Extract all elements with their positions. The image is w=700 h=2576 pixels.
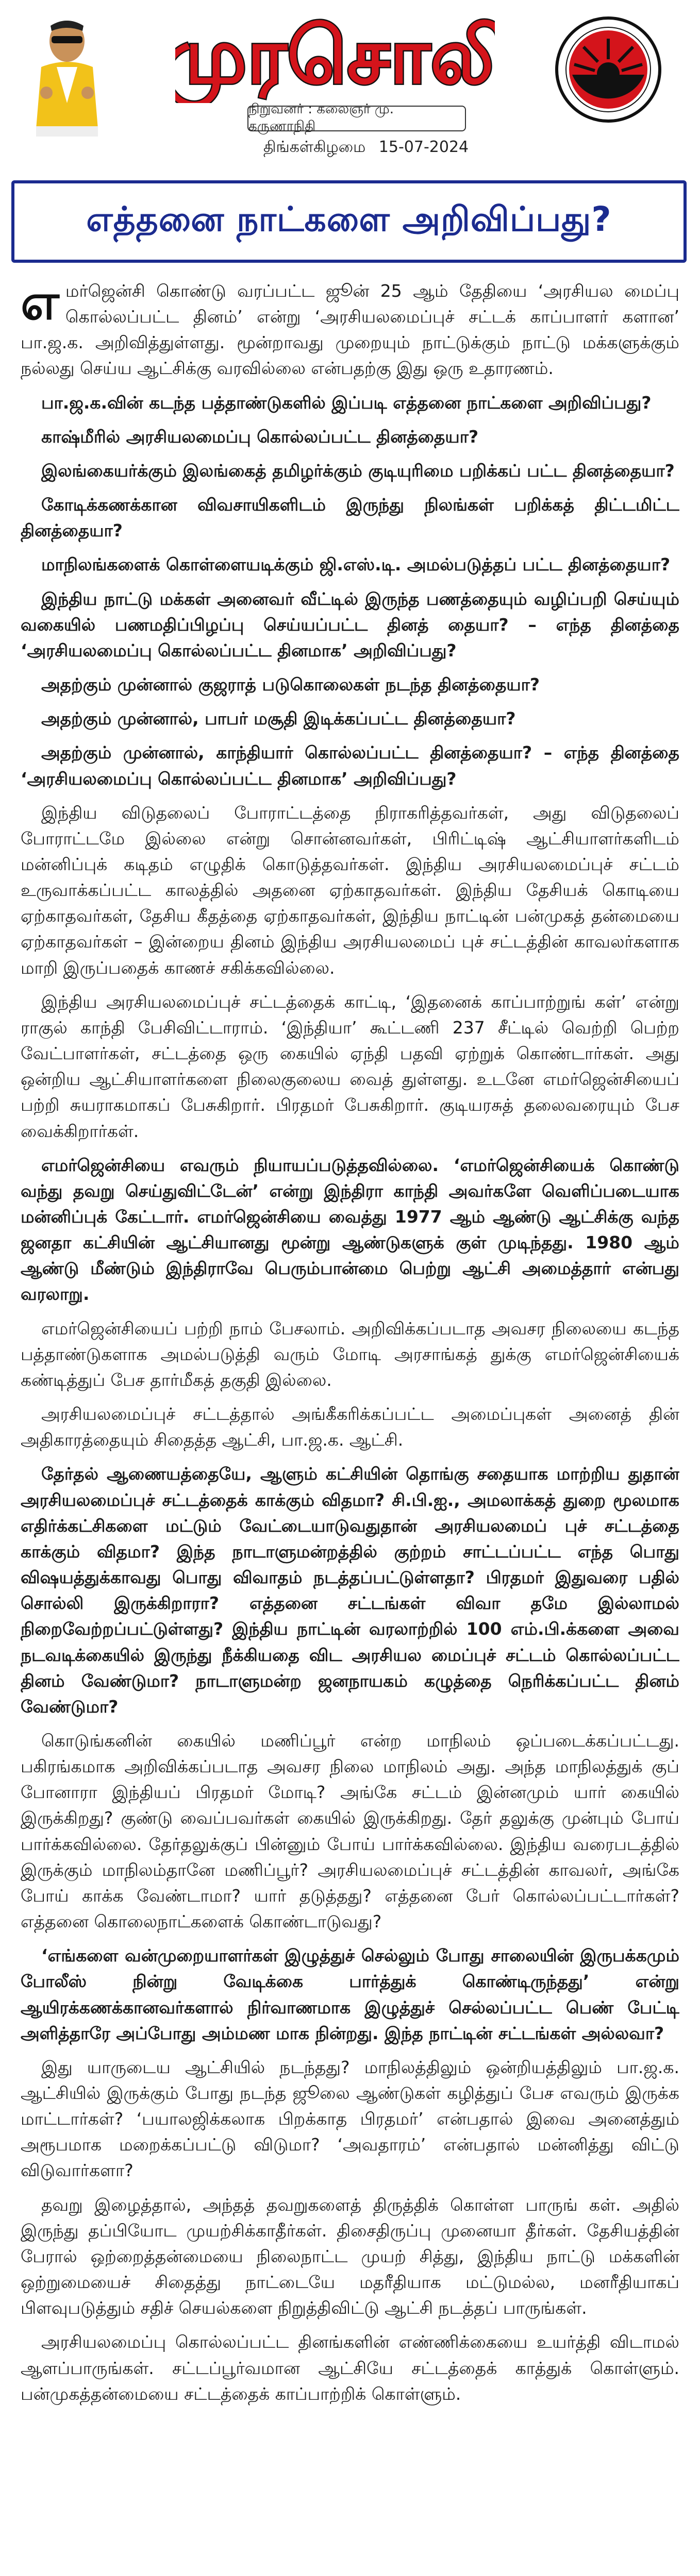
masthead	[0, 0, 700, 160]
intro-text: மர்ஜென்சி கொண்டு வரப்பட்ட ஜூன் 25 ஆம் தேதியை ‘அரசியல மைப்பு கொல்லப்பட்ட தினம்’ என்று ‘அரசியலமைப்புச் சட்டக் காப்பாளர் களான’ பா.ஜ.க. அறிவித்துள்ளது. மூன்றாவது முறையும் நாட்டுக்கும் நாட்டு மக்களுக்கும் நல்லது செய்ய ஆட்சிக்கு வரவில்லை என்பதற்கு இது ஒரு உதாரணம்.	[21, 281, 679, 379]
question-4: கோடிக்கணக்கான விவசாயிகளிடம் இருந்து நிலங்கள் பறிக்கத் திட்டமிட்ட தினத்தையா?	[21, 495, 679, 541]
paragraph-8: இது யாருடைய ஆட்சியில் நடந்தது? மாநிலத்திலும் ஒன்றியத்திலும் பா.ஜ.க. ஆட்சியில் இருக்கும் போது நடந்த ஜூலை ஆண்டுகள் கழித்துப் பேச எவரும் இருக்க மாட்டார்கள்? ‘பயாலஜிக்கலாக பிறக்காத பிரதமர்’ என்பதால் இவை அனைத்தும் அரூபமாக மறைக்கப்பட்டு விடுமா? ‘அவதாரம்’ என்பதால் மன்னித்து விட்டு விடுவார்களா?	[21, 2057, 679, 2181]
issue-date	[242, 138, 490, 158]
editorial-title-box	[11, 180, 687, 263]
paragraph-7: கொடுங்கனின் கையில் மணிப்பூர் என்ற மாநிலம் ஒப்படைக்கப்பட்டது. பகிரங்கமாக அறிவிக்கப்படாத அவசர நிலை மாநிலம் அது. அந்த மாநிலத்துக் குப் போனாரா இந்தியப் பிரதமர் மோடி? அங்கே சட்டம் இன்னமும் யார் கையில் இருக்கிறது? குண்டு வைப்பவர்கள் கையில் இருக்கிறது. தேர் தலுக்கு முன்பும் போய் பார்க்கவில்லை. தேர்தலுக்குப் பின்னும் போய் பார்க்கவில்லை. இந்திய வரைபடத்தில் இருக்கும் மாநிலம்தானே மணிப்பூர்? அரசியலமைப்புச் சட்டத்தின் காவலர், அங்கே போய் காக்க வேண்டாமா? யார் தடுத்தது? எத்தனை பேர் கொல்லப்பட்டார்கள்? எத்தனை கொலைநாட்களைக் கொண்டாடுவது?	[21, 1730, 679, 1932]
question-5: மாநிலங்களைக் கொள்ளையடிக்கும் ஜி.எஸ்.டி. அமல்படுத்தப் பட்ட தினத்தையா?	[41, 554, 671, 575]
question-2: காஷ்மீரில் அரசியலமைப்பு கொல்லப்பட்ட தினத்தையா?	[41, 426, 479, 447]
question-6: இந்திய நாட்டு மக்கள் அனைவர் வீட்டில் இருந்த பணத்தையும் வழிப்பறி செய்யும் வகையில் பணமதிப்பிழப்பு செய்யப்பட்ட தினத் தையா? – எந்த தினத்தை ‘அரசியலமைப்பு கொல்லப்பட்ட தினமாக’ அறிவிப்பது?	[21, 588, 679, 660]
issue-date-value: 15-07-2024	[378, 138, 469, 156]
issue-day: திங்கள்கிழமை	[263, 138, 366, 156]
editorial-title: எத்தனை நாட்களை அறிவிப்பது?	[86, 199, 612, 239]
question-9: அதற்கும் முன்னால், காந்தியார் கொல்லப்பட்ட தினத்தையா? – எந்த தினத்தை ‘அரசியலமைப்பு கொல்லப்பட்ட தினமாக’ அறிவிப்பது?	[21, 742, 679, 789]
question-3: இலங்கையர்க்கும் இலங்கைத் தமிழர்க்கும் குடியுரிமை பறிக்கப் பட்ட தினத்தையா?	[41, 460, 675, 481]
paragraph-4: எமர்ஜென்சியைப் பற்றி நாம் பேசலாம். அறிவிக்கப்படாத அவசர நிலையை கடந்த பத்தாண்டுகளாக அமல்படுத்தி வரும் மோடி அரசாங்கத் துக்கு எமர்ஜென்சியைக் கண்டித்துப் பேச தார்மீகத் தகுதி இல்லை.	[21, 1318, 679, 1390]
question-8: அதற்கும் முன்னால், பாபர் மசூதி இடிக்கப்பட்ட தினத்தையா?	[41, 708, 516, 729]
logo-text: முரசொலி	[175, 11, 495, 101]
leader-portrait-icon	[21, 10, 108, 139]
paragraph-2: இந்திய அரசியலமைப்புச் சட்டத்தைக் காட்டி, ‘இதனைக் காப்பாற்றுங் கள்’ என்று ராகுல் காந்தி பேசிவிட்டாராம். ‘இந்தியா’ கூட்டணி 237 சீட்டில் வெற்றி பெற்ற வேட்பாளர்கள், சட்டத்தை ஒரு கையில் ஏந்தி பதவி ஏற்றுக் கொண்டார்கள். அது ஒன்றிய ஆட்சியாளர்களை நிலைகுலைய வைத் துள்ளது. உடனே எமர்ஜென்சியைப் பற்றி சுயராகமாகப் பேசுகிறார். பிரதமர் பேசுகிறார். குடியரசுத் தலைவரையும் பேச வைக்கிறார்கள்.	[21, 991, 679, 1141]
paragraph-9: தவறு இழைத்தால், அந்தத் தவறுகளைத் திருத்திக் கொள்ள பாருங் கள். அதில் இருந்து தப்பியோட முயற்சிக்காதீர்கள். திசைதிருப்பு முனையா தீர்கள். தேசியத்தின் பேரால் ஒற்றைத்தன்மையை நிலைநாட்ட முயற் சித்து, இந்திய நாட்டு மக்களின் ஒற்றுமையைச் சிதைத்து நாட்டையே மதரீதியாக மட்டுமல்ல, மனரீதியாகப் பிளவுபடுத்தும் சதிச் செயல்களை நிறுத்திவிட்டு ஆட்சி நடத்தப் பாருங்கள்.	[21, 2194, 679, 2318]
paragraph-6: தேர்தல் ஆணையத்தையே, ஆளும் கட்சியின் தொங்கு சதையாக மாற்றிய துதான் அரசியலமைப்புச் சட்டத்தைக் காக்கும் விதமா? சி.பி.ஐ., அமலாக்கத் துறை மூலமாக எதிர்க்கட்சிகளை மட்டும் வேட்டையாடுவதுதான் அரசியலமைப் புச் சட்டத்தை காக்கும் விதமா? இந்த நாடாளுமன்றத்தில் குற்றம் சாட்டப்பட்ட எந்த பொது விஷயத்துக்காவது பொது விவாதம் நடத்தப்பட்டுள்ளதா? பிரதமர் இதுவரை பதில் சொல்லி இருக்கிறாரா? எத்தனை சட்டங்கள் விவா தமே இல்லாமல் நிறைவேற்றப்பட்டுள்ளது? இந்திய நாட்டின் வரலாற்றில் 100 எம்.பி.க்களை அவை நடவடிக்கையில் இருந்து நீக்கியதை விட அரசியல மைப்புச் சட்டம் கொல்லப்பட்ட தினம் வேண்டுமா? நாடாளுமன்ற ஜனநாயகம் கழுத்தை நெரிக்கப்பட்ட தினம் வேண்டுமா?	[21, 1464, 679, 1717]
paragraph-10: அரசியலமைப்பு கொல்லப்பட்ட தினங்களின் எண்ணிக்கையை உயர்த்தி விடாமல் ஆளப்பாருங்கள். சட்டப்பூர்வமான ஆட்சியே சட்டத்தைக் காத்துக் கொள்ளும். பன்முகத்தன்மையை சட்டத்தைக் காப்பாற்றிக் கொள்ளும்.	[21, 2332, 679, 2404]
paragraph-3: எமர்ஜென்சியை எவரும் நியாயப்படுத்தவில்லை. ‘எமர்ஜென்சியைக் கொண்டு வந்து தவறு செய்துவிட்டேன்’ என்று இந்திரா காந்தி அவர்களே வெளிப்படையாக மன்னிப்புக் கேட்டார். எமர்ஜென்சியை வைத்து 1977 ஆம் ஆண்டு ஆட்சிக்கு வந்த ஜனதா கட்சியின் ஆட்சியானது மூன்று ஆண்டுகளுக் குள் முடிந்தது. 1980 ஆம் ஆண்டு மீண்டும் இந்திராவே பெரும்பான்மை பெற்று ஆட்சி அமைத்தார் என்பது வரலாறு.	[21, 1155, 679, 1304]
question-7: அதற்கும் முன்னால் குஜராத் படுகொலைகள் நடந்த தினத்தையா?	[41, 674, 540, 695]
editorial-article	[21, 278, 679, 2576]
paragraph-1: இந்திய விடுதலைப் போராட்டத்தை நிராகரித்தவர்கள், அது விடுதலைப் போராட்டமே இல்லை என்று சொன்னவர்கள், பிரிட்டிஷ் ஆட்சியாளர்களிடம் மன்னிப்புக் கடிதம் எழுதிக் கொடுத்தவர்கள். இந்திய அரசியலமைப்புச் சட்டம் உருவாக்கப்பட்ட காலத்தில் அதனை ஏற்காதவர்கள். இந்திய தேசியக் கொடியை ஏற்காதவர்கள், தேசிய கீதத்தை ஏற்காதவர்கள், இந்திய நாட்டின் பன்முகத் தன்மையை ஏற்காதவர்கள் – இன்றைய தினம் இந்திய அரசியலமைப் புச் சட்டத்தின் காவலர்களாக மாறி இருப்பதைக் காணச் சகிக்கவில்லை.	[21, 802, 679, 978]
intro-paragraph	[21, 278, 679, 382]
founder-line: நிறுவனர் : கலைஞர் மு. கருணாநிதி	[247, 106, 466, 131]
newspaper-logo	[175, 5, 495, 103]
victim-quote: ‘எங்களை வன்முறையாளர்கள் இழுத்துச் செல்லும் போது சாலையின் இருபக்கமும் போலீஸ் நின்று வேடிக்கை பார்த்துக் கொண்டிருந்தது’ என்று ஆயிரக்கணக்கானவர்களால் நிர்வாணமாக இழுத்துச் செல்லப்பட்ட பெண் பேட்டி அளித்தாரே அப்போது அம்மண மாக நின்றது. இந்த நாட்டின் சட்டங்கள் அல்லவா?	[21, 1945, 679, 2043]
drop-cap: எ	[21, 278, 59, 331]
rising-sun-emblem-icon	[552, 13, 665, 126]
paragraph-5: அரசியலமைப்புச் சட்டத்தால் அங்கீகரிக்கப்பட்ட அமைப்புகள் அனைத் தின் அதிகாரத்தையும் சிதைத்த ஆட்சி, பா.ஜ.க. ஆட்சி.	[21, 1404, 679, 1450]
question-1: பா.ஜ.க.வின் கடந்த பத்தாண்டுகளில் இப்படி எத்தனை நாட்களை அறிவிப்பது?	[41, 392, 652, 413]
